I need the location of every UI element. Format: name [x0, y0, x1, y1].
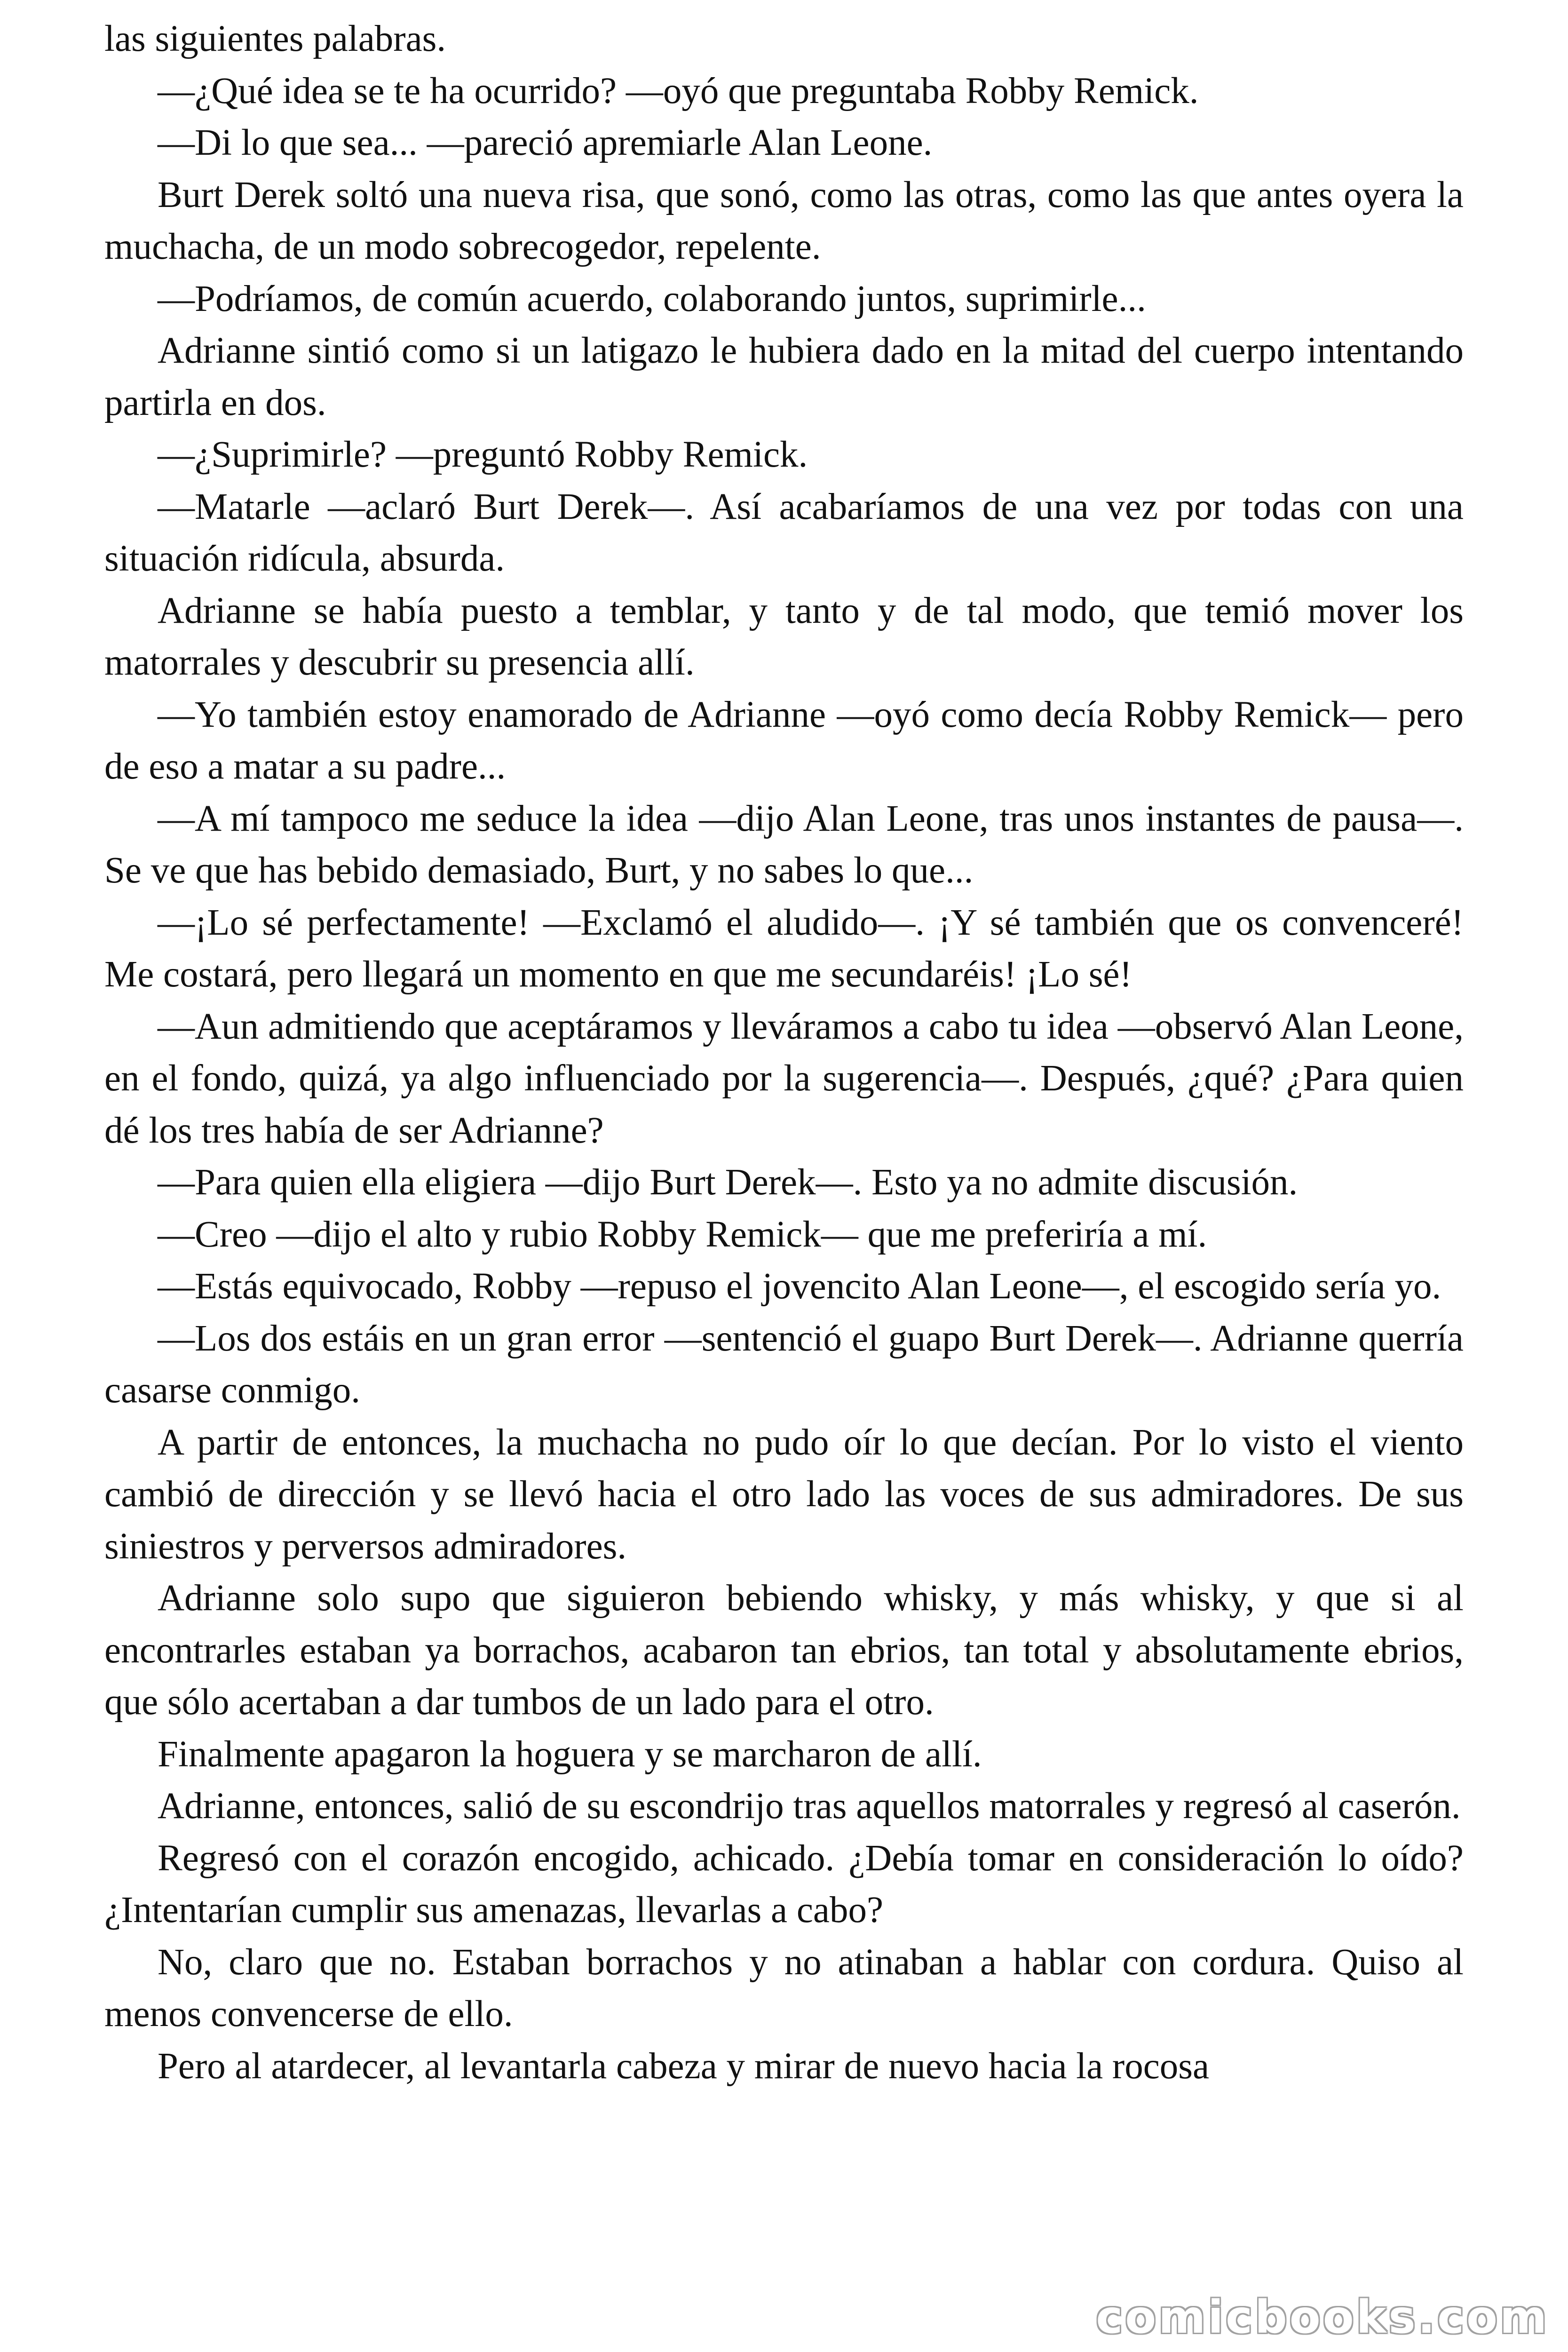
paragraph: —¿Qué idea se te ha ocurrido? —oyó que preguntaba Robby Remick. — [158, 70, 1199, 111]
paragraph: A partir de entonces, la muchacha no pudo oír lo que decían. Por lo visto el viento cambió de dirección y se llevó hacia el otro lado las voces de sus admiradores. De sus siniestros y perversos admiradores. — [104, 1422, 1464, 1567]
paragraph: Finalmente apagaron la hoguera y se marcharon de allí. — [158, 1733, 982, 1775]
paragraph: las siguientes palabras. — [104, 18, 446, 59]
paragraph: —Di lo que sea... —pareció apremiarle Alan Leone. — [158, 122, 933, 163]
paragraph: —Para quien ella eligiera —dijo Burt Derek—. Esto ya no admite discusión. — [158, 1162, 1298, 1203]
paragraph: Regresó con el corazón encogido, achicado. ¿Debía tomar en consideración lo oído? ¿Intentarían cumplir sus amenazas, llevarlas a cabo? — [104, 1837, 1464, 1931]
paragraph: —Podríamos, de común acuerdo, colaborando juntos, suprimirle... — [158, 278, 1146, 319]
paragraph: —Estás equivocado, Robby —repuso el jovencito Alan Leone—, el escogido sería yo. — [158, 1266, 1441, 1307]
paragraph: —Creo —dijo el alto y rubio Robby Remick— que me preferiría a mí. — [158, 1214, 1207, 1255]
paragraph: No, claro que no. Estaban borrachos y no atinaban a hablar con cordura. Quiso al menos convencerse de ello. — [104, 1941, 1464, 2034]
paragraph: —Aun admitiendo que aceptáramos y lleváramos a cabo tu idea —observó Alan Leone, en el fondo, quizá, ya algo influenciado por la sugerencia—. Después, ¿qué? ¿Para quien dé los tres había de ser Adrianne? — [104, 1006, 1464, 1151]
paragraph: —Matarle —aclaró Burt Derek—. Así acabaríamos de una vez por todas con una situación ridícula, absurda. — [104, 486, 1464, 579]
paragraph: Adrianne se había puesto a temblar, y tanto y de tal modo, que temió mover los matorrales y descubrir su presencia allí. — [104, 590, 1464, 683]
paragraph: —¡Lo sé perfectamente! —Exclamó el aludido—. ¡Y sé también que os convenceré! Me costará, pero llegará un momento en que me secundaréis! ¡Lo sé! — [104, 902, 1464, 995]
paragraph: Adrianne sintió como si un latigazo le hubiera dado en la mitad del cuerpo intentando partirla en dos. — [104, 330, 1464, 423]
paragraph: Burt Derek soltó una nueva risa, que sonó, como las otras, como las que antes oyera la muchacha, de un modo sobrecogedor, repelente. — [104, 174, 1464, 267]
page-body — [104, 13, 1464, 2092]
paragraph: —¿Suprimirle? —preguntó Robby Remick. — [158, 434, 808, 475]
paragraph: —A mí tampoco me seduce la idea —dijo Alan Leone, tras unos instantes de pausa—. Se ve que has bebido demasiado, Burt, y no sabes lo que... — [104, 798, 1464, 891]
paragraph: Pero al atardecer, al levantarla cabeza y mirar de nuevo hacia la rocosa — [158, 2045, 1210, 2087]
paragraph: Adrianne solo supo que siguieron bebiendo whisky, y más whisky, y que si al encontrarles estaban ya borrachos, acabaron tan ebrios, tan total y absolutamente ebrios, que sólo acertaban a dar tumbos de un lado para el otro. — [104, 1578, 1464, 1723]
watermark-logo: comicbooks.com — [1096, 2291, 1549, 2344]
paragraph: —Yo también estoy enamorado de Adrianne —oyó como decía Robby Remick— pero de eso a matar a su padre... — [104, 694, 1464, 787]
paragraph: Adrianne, entonces, salió de su escondrijo tras aquellos matorrales y regresó al caserón. — [158, 1786, 1461, 1827]
paragraph: —Los dos estáis en un gran error —sentenció el guapo Burt Derek—. Adrianne querría casarse conmigo. — [104, 1318, 1464, 1411]
